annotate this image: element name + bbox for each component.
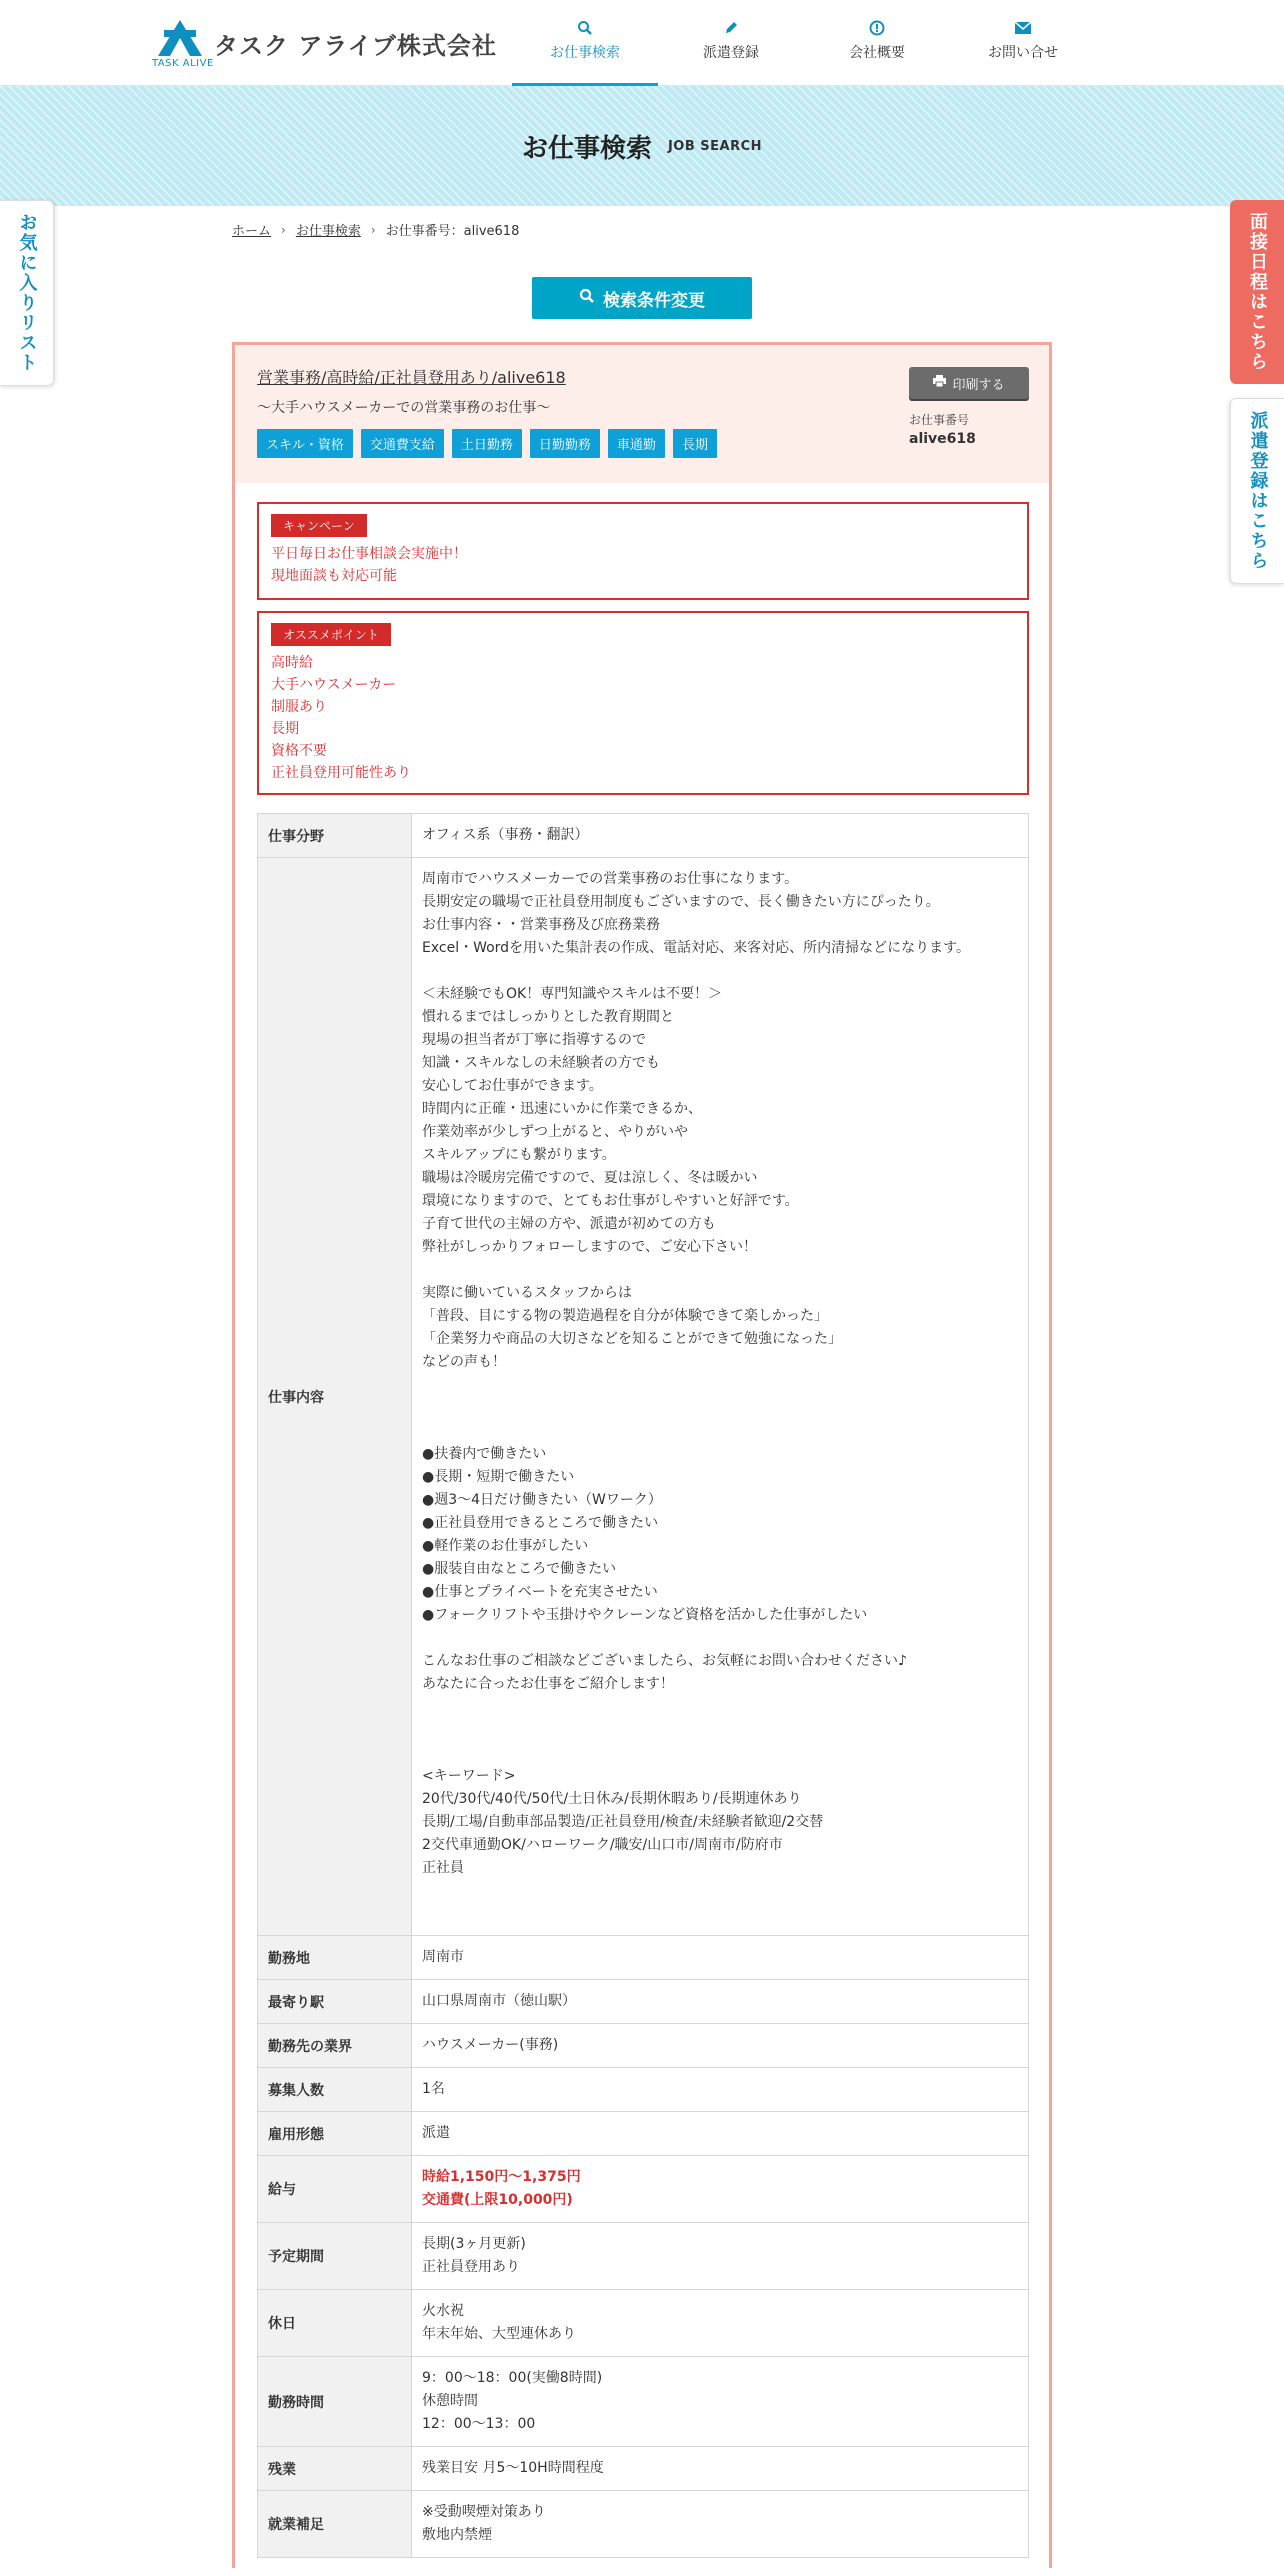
row-label: 勤務地 — [258, 1936, 412, 1980]
row-value: オフィス系（事務・翻訳） — [412, 814, 1029, 858]
row-value-salary — [412, 2156, 1029, 2223]
job-tag: 土日勤務 — [452, 429, 522, 458]
row-value: ※受動喫煙対策あり 敷地内禁煙 — [412, 2491, 1029, 2558]
table-row — [258, 2491, 1029, 2558]
breadcrumb — [232, 220, 519, 239]
campaign-label: キャンペーン — [271, 514, 367, 537]
salary-value: 時給1,150円～1,375円 — [422, 2169, 581, 2185]
job-card-header — [235, 345, 1049, 483]
job-tag: 日勤勤務 — [530, 429, 600, 458]
job-tags — [257, 429, 725, 458]
row-value: 派遣 — [412, 2112, 1029, 2156]
search-icon — [512, 20, 658, 42]
breadcrumb-search[interactable]: お仕事検索 — [295, 224, 361, 239]
table-row — [258, 2112, 1029, 2156]
recommend-box — [257, 611, 1029, 795]
row-label: 仕事分野 — [258, 814, 412, 858]
row-label: 募集人数 — [258, 2068, 412, 2112]
favorites-tab-label: お気に入りリスト — [16, 213, 38, 373]
nav-registration[interactable] — [658, 0, 804, 86]
row-value: 9：00～18：00(実働8時間) 休憩時間 12：00～13：00 — [412, 2357, 1029, 2447]
table-row — [258, 1936, 1029, 1980]
site-header — [0, 0, 1284, 86]
chevron-right-icon: › — [370, 222, 376, 237]
row-value: ハウスメーカー(事務) — [412, 2024, 1029, 2068]
change-search-label: 検索条件変更 — [603, 290, 705, 311]
row-label: 残業 — [258, 2447, 412, 2491]
table-row — [258, 2068, 1029, 2112]
campaign-line: 現地面談も対応可能 — [271, 568, 397, 584]
chevron-right-icon: › — [281, 222, 286, 237]
row-value: 火水祝 年末年始、大型連休あり — [412, 2290, 1029, 2357]
main-nav — [512, 0, 1096, 86]
job-detail-table — [257, 813, 1029, 2558]
print-button[interactable] — [909, 367, 1029, 399]
page-hero — [0, 86, 1284, 206]
row-label: 最寄り駅 — [258, 1980, 412, 2024]
job-title[interactable]: 営業事務/高時給/正社員登用あり/alive618 — [257, 368, 566, 387]
row-label: 給与 — [258, 2156, 412, 2223]
nav-contact[interactable] — [950, 0, 1096, 86]
table-row — [258, 2357, 1029, 2447]
recommend-line: 大手ハウスメーカー — [271, 677, 397, 693]
info-icon — [804, 20, 950, 42]
row-label: 休日 — [258, 2290, 412, 2357]
job-tag: 車通勤 — [608, 429, 665, 458]
page-subtitle: JOB SEARCH — [667, 138, 763, 154]
nav-company[interactable] — [804, 0, 950, 86]
transport-value: 交通費(上限10,000円) — [422, 2192, 573, 2208]
job-number-label: お仕事番号 — [909, 413, 970, 427]
campaign-box — [257, 502, 1029, 600]
search-icon — [579, 288, 595, 308]
nav-label: お問い合せ — [988, 45, 1058, 61]
table-row — [258, 1980, 1029, 2024]
interview-schedule-tab[interactable] — [1230, 200, 1284, 384]
print-label: 印刷する — [952, 377, 1005, 393]
recommend-label: オススメポイント — [271, 623, 391, 646]
job-tag: スキル・資格 — [257, 429, 353, 458]
mail-icon — [950, 20, 1096, 42]
table-row — [258, 2156, 1029, 2223]
breadcrumb-current: お仕事番号：alive618 — [385, 224, 520, 239]
table-row — [258, 2223, 1029, 2290]
table-row — [258, 814, 1029, 858]
table-row — [258, 2290, 1029, 2357]
campaign-line: 平日毎日お仕事相談会実施中！ — [271, 546, 467, 562]
nav-label: 派遣登録 — [703, 45, 759, 61]
row-label: 予定期間 — [258, 2223, 412, 2290]
favorites-tab[interactable] — [0, 200, 54, 386]
row-label: 勤務先の業界 — [258, 2024, 412, 2068]
table-row — [258, 858, 1029, 1936]
row-value-job-content: 周南市でハウスメーカーでの営業事務のお仕事になります。 長期安定の職場で正社員登用制度もございますので、長く働きたい方にぴったり。 お仕事内容・・営業事務及び庶務業務 Excel・Wordを用いた集計表の作成、電話対応、来客対応、所内清掃などになります。 ＜未経験でもOK！専門知識やスキルは不要！＞ 慣れるまではしっかりとした教育期間と 現場の担当者が丁寧に指導するので 知識・スキルなしの未経験者の方でも 安心してお仕事ができます。 時間内に正確・迅速にいかに作業できるか、 作業効率が少しずつ上がると、やりがいや スキルアップにも繋がります。 職場は冷暖房完備ですので、夏は涼しく、冬は暖かい 環境になりますので、とてもお仕事がしやすいと好評です。 子育て世代の主婦の方や、派遣が初めての方も 弊社がしっかりフォローしますので、ご安心下さい！ 実際に働いているスタッフからは 「普段、目にする物の製造過程を自分が体験できて楽しかった」 「企業努力や商品の大切さなどを知ることができて勉強になった」 などの声も！ ●扶養内で働きたい ●長期・短期で働きたい ●週3～4日だけ働きたい（Wワーク） ●正社員登用できるところで働きたい ●軽作業のお仕事がしたい ●服装自由なところで働きたい ●仕事とプライベートを充実させたい ●フォークリフトや玉掛けやクレーンなど資格を活かした仕事がしたい こんなお仕事のご相談などございましたら、お気軽にお問い合わせください♪ あなたに合ったお仕事をご紹介します！ <キーワード> 20代/30代/40代/50代/土日休み/長期休暇あり/長期連休あり 長期/工場/自動車部品製造/正社員登用/検査/未経験者歓迎/2交替 2交代車通勤OK/ハローワーク/職安/山口市/周南市/防府市 正社員 — [412, 858, 1029, 1936]
recommend-line: 高時給 — [271, 655, 313, 671]
recommend-line: 長期 — [271, 721, 299, 737]
recommend-line: 正社員登用可能性あり — [271, 765, 411, 781]
table-row — [258, 2024, 1029, 2068]
register-tab[interactable] — [1230, 398, 1284, 584]
row-value: 周南市 — [412, 1936, 1029, 1980]
brand-sub: TASK ALIVE — [152, 58, 214, 69]
row-value: 残業目安 月5～10H時間程度 — [412, 2447, 1029, 2491]
row-label: 仕事内容 — [258, 858, 412, 1936]
row-label: 勤務時間 — [258, 2357, 412, 2447]
job-tag: 長期 — [673, 429, 717, 458]
page-title: お仕事検索 — [521, 133, 652, 164]
job-number: alive618 — [909, 431, 976, 447]
register-tab-label: 派遣登録はこちら — [1247, 411, 1269, 571]
job-tag: 交通費支給 — [361, 429, 444, 458]
pencil-icon — [658, 20, 804, 42]
row-value: 山口県周南市（徳山駅） — [412, 1980, 1029, 2024]
row-label: 雇用形態 — [258, 2112, 412, 2156]
table-row — [258, 2447, 1029, 2491]
row-label: 就業補足 — [258, 2491, 412, 2558]
recommend-line: 制服あり — [271, 699, 327, 715]
nav-label: 会社概要 — [849, 45, 905, 61]
brand-name: タスク アライブ株式会社 — [214, 32, 497, 60]
row-value: 1名 — [412, 2068, 1029, 2112]
change-search-button[interactable] — [532, 277, 752, 319]
interview-tab-label: 面接日程はこちら — [1247, 212, 1268, 372]
job-subtitle: ～大手ハウスメーカーでの営業事務のお仕事～ — [257, 400, 551, 416]
nav-label: お仕事検索 — [550, 45, 620, 61]
job-card — [232, 342, 1052, 2568]
nav-job-search[interactable] — [512, 0, 658, 86]
breadcrumb-home[interactable]: ホーム — [232, 224, 272, 239]
printer-icon — [933, 375, 946, 391]
row-value: 長期(3ヶ月更新) 正社員登用あり — [412, 2223, 1029, 2290]
logo[interactable] — [150, 18, 497, 70]
recommend-line: 資格不要 — [271, 743, 327, 759]
